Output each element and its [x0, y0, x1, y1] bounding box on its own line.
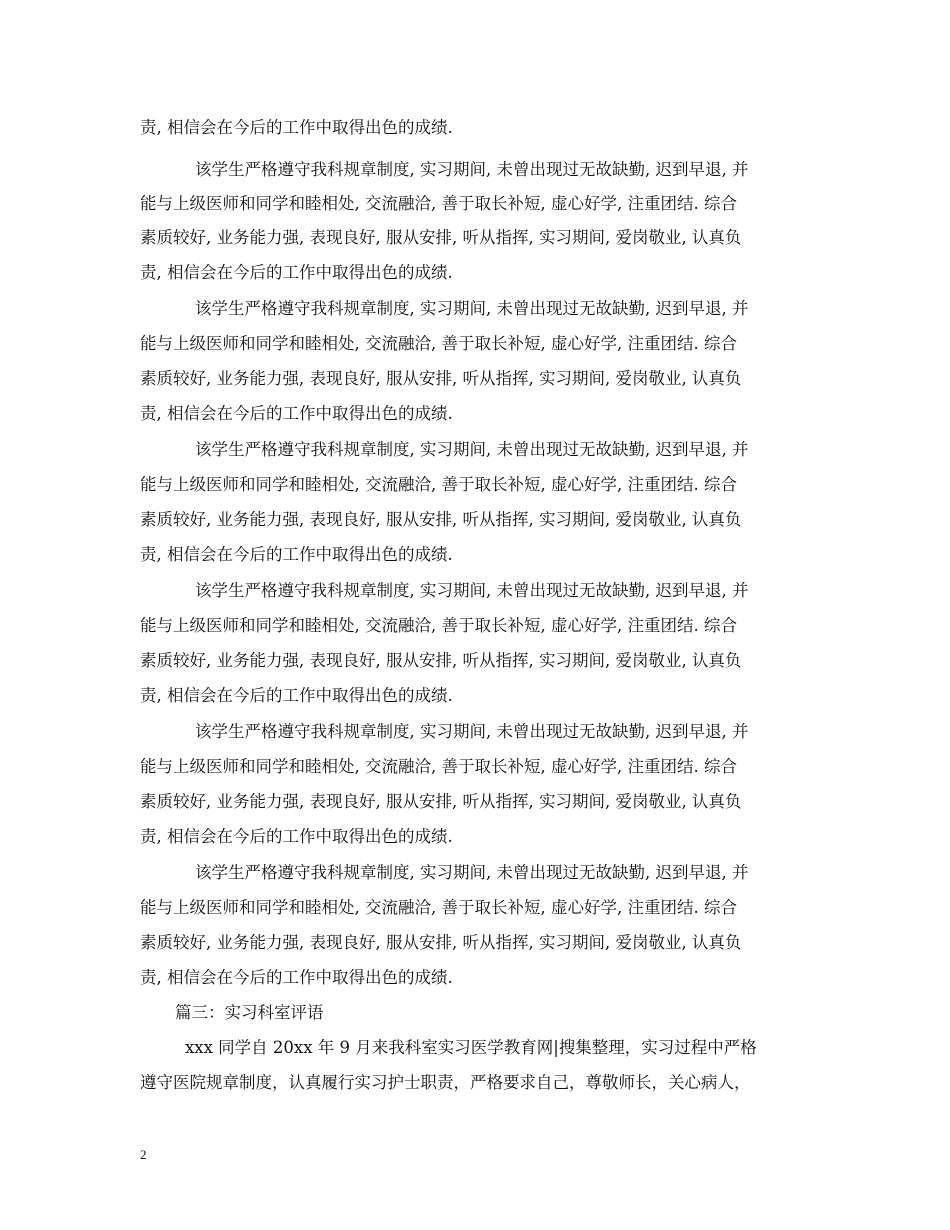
paragraph-2-line-4: 责, 相信会在今后的工作中取得出色的成绩. — [140, 404, 453, 423]
paragraph-3-line-2: 能与上级医师和同学和睦相处, 交流融洽, 善于取长补短, 虚心好学, 注重团结. 综合 — [140, 475, 737, 494]
paragraph-4-line-3: 素质较好, 业务能力强, 表现良好, 服从安排, 听从指挥, 实习期间, 爱岗敬业, 认真负 — [140, 651, 742, 670]
paragraph-1-line-4: 责, 相信会在今后的工作中取得出色的成绩. — [140, 263, 453, 282]
paragraph-4-line-4: 责, 相信会在今后的工作中取得出色的成绩. — [140, 686, 453, 705]
paragraph-1-line-2: 能与上级医师和同学和睦相处, 交流融洽, 善于取长补短, 虚心好学, 注重团结. 综合 — [140, 194, 737, 213]
final-paragraph-line-2: 遵守医院规章制度，认真履行实习护士职责，严格要求自己，尊敬师长，关心病人， — [140, 1073, 751, 1092]
paragraph-3-line-1: 该学生严格遵守我科规章制度, 实习期间, 未曾出现过无故缺勤, 迟到早退, 并 — [195, 440, 749, 459]
page-number: 2 — [140, 1147, 147, 1162]
paragraph-2-line-3: 素质较好, 业务能力强, 表现良好, 服从安排, 听从指挥, 实习期间, 爱岗敬业, 认真负 — [140, 369, 742, 388]
paragraph-6-line-4: 责, 相信会在今后的工作中取得出色的成绩. — [140, 968, 453, 987]
paragraph-1-line-3: 素质较好, 业务能力强, 表现良好, 服从安排, 听从指挥, 实习期间, 爱岗敬业, 认真负 — [140, 228, 742, 247]
paragraph-3-line-3: 素质较好, 业务能力强, 表现良好, 服从安排, 听从指挥, 实习期间, 爱岗敬业, 认真负 — [140, 510, 742, 529]
paragraph-2-line-1: 该学生严格遵守我科规章制度, 实习期间, 未曾出现过无故缺勤, 迟到早退, 并 — [195, 299, 749, 318]
paragraph-6-line-2: 能与上级医师和同学和睦相处, 交流融洽, 善于取长补短, 虚心好学, 注重团结. 综合 — [140, 898, 737, 917]
paragraph-1-line-1: 该学生严格遵守我科规章制度, 实习期间, 未曾出现过无故缺勤, 迟到早退, 并 — [195, 160, 749, 179]
paragraph-5-line-2: 能与上级医师和同学和睦相处, 交流融洽, 善于取长补短, 虚心好学, 注重团结. 综合 — [140, 757, 737, 776]
paragraph-2-line-2: 能与上级医师和同学和睦相处, 交流融洽, 善于取长补短, 虚心好学, 注重团结. 综合 — [140, 334, 737, 353]
paragraph-3-line-4: 责, 相信会在今后的工作中取得出色的成绩. — [140, 545, 453, 564]
section-heading: 篇三：实习科室评语 — [175, 1003, 324, 1022]
paragraph-5-line-4: 责, 相信会在今后的工作中取得出色的成绩. — [140, 827, 453, 846]
paragraph-5-line-3: 素质较好, 业务能力强, 表现良好, 服从安排, 听从指挥, 实习期间, 爱岗敬业, 认真负 — [140, 792, 742, 811]
paragraph-6-line-3: 素质较好, 业务能力强, 表现良好, 服从安排, 听从指挥, 实习期间, 爱岗敬业, 认真负 — [140, 933, 742, 952]
paragraph-6-line-1: 该学生严格遵守我科规章制度, 实习期间, 未曾出现过无故缺勤, 迟到早退, 并 — [195, 863, 749, 882]
paragraph-5-line-1: 该学生严格遵守我科规章制度, 实习期间, 未曾出现过无故缺勤, 迟到早退, 并 — [195, 722, 749, 741]
intro-line: 责, 相信会在今后的工作中取得出色的成绩. — [140, 118, 453, 137]
final-paragraph-line-1: xxx 同学自 20xx 年 9 月来我科室实习医学教育网|搜集整理，实习过程中严格 — [185, 1038, 757, 1057]
paragraph-4-line-2: 能与上级医师和同学和睦相处, 交流融洽, 善于取长补短, 虚心好学, 注重团结. 综合 — [140, 616, 737, 635]
paragraph-4-line-1: 该学生严格遵守我科规章制度, 实习期间, 未曾出现过无故缺勤, 迟到早退, 并 — [195, 581, 749, 600]
